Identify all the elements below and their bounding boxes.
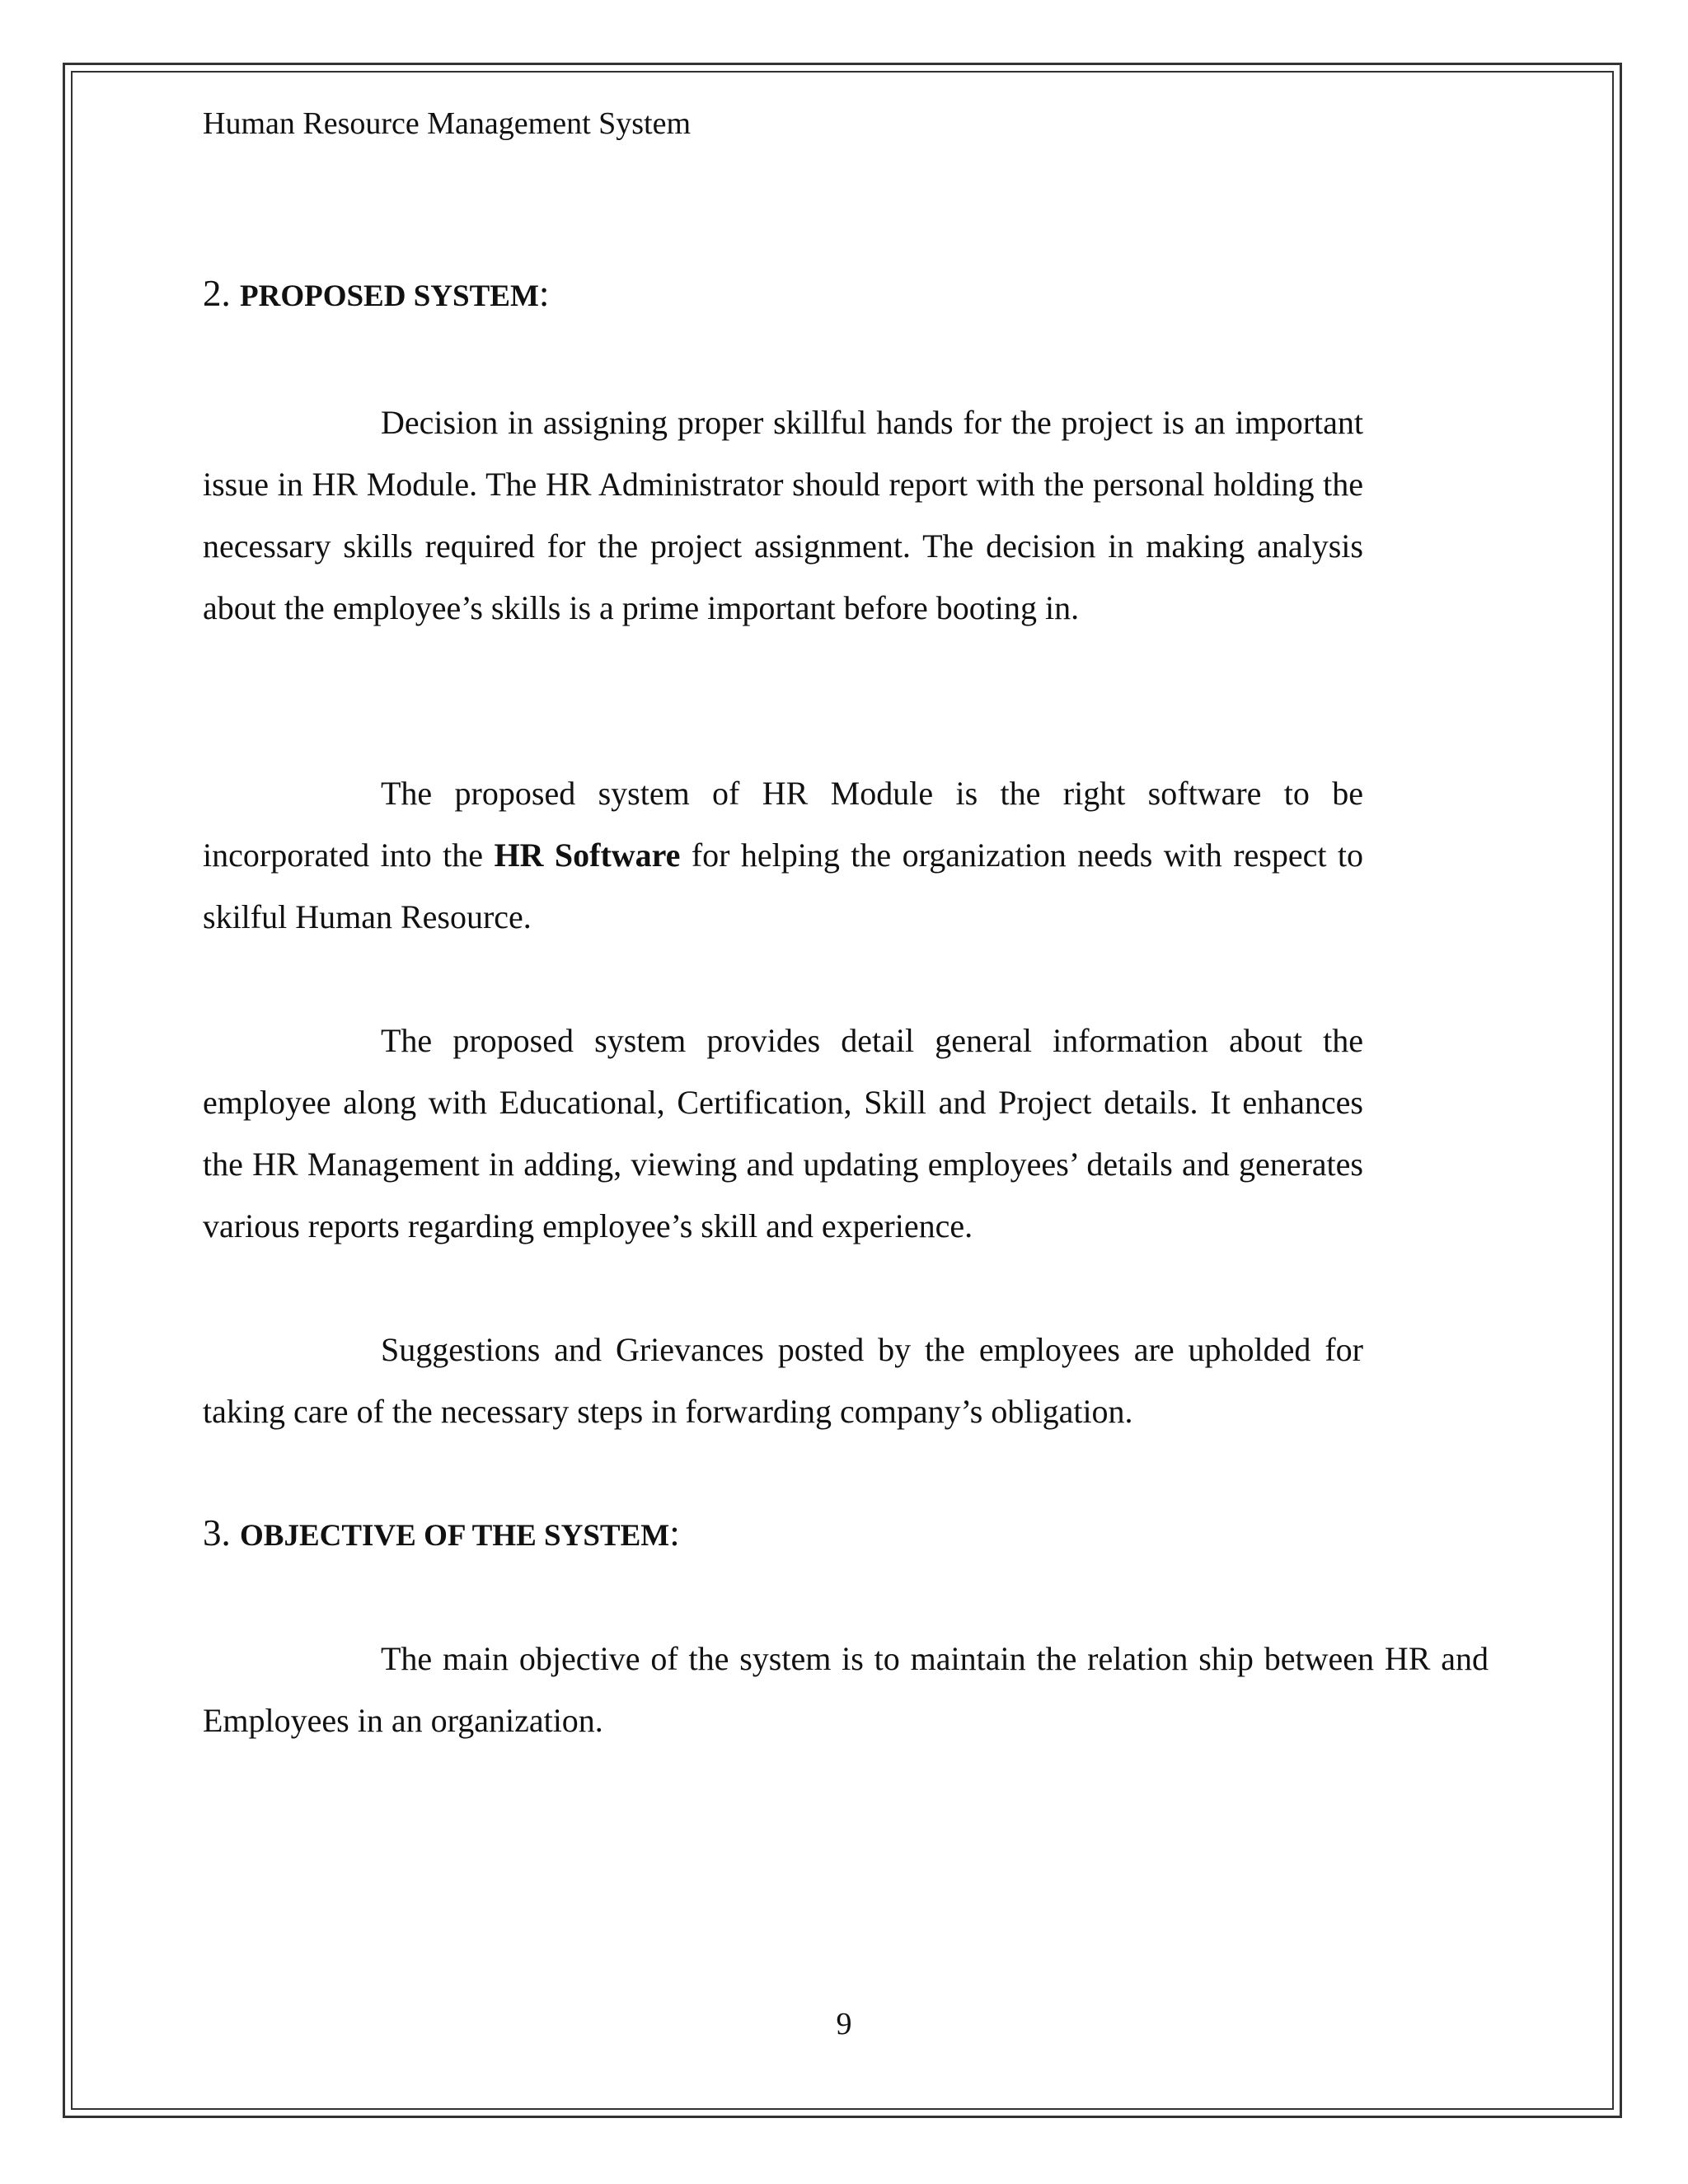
section-3-number: 3. (203, 1512, 231, 1554)
section-3-title: OBJECTIVE OF THE SYSTEM (240, 1519, 670, 1553)
section-3-heading (203, 1508, 680, 1561)
paragraph-objective: The main objective of the system is to maintain the relation ship between HR and Employees in an organization. (203, 1640, 1489, 1739)
paragraph-hr-module-before: The proposed system of HR Module is the right software to be incorporated into the (203, 775, 1363, 874)
section-2-number: 2. (203, 273, 231, 314)
running-header: Human Resource Management System (203, 106, 692, 141)
section-3-colon: : (669, 1512, 680, 1554)
paragraph-grievances: Suggestions and Grievances posted by the employees are upholded for taking care of the necessary steps in forwarding company’s obligation. (203, 1331, 1363, 1430)
page-number: 9 (836, 2007, 852, 2041)
section-2-title: PROPOSED SYSTEM (240, 279, 539, 313)
hr-software-emphasis: HR Software (494, 837, 681, 874)
section-2-colon: : (538, 273, 550, 314)
paragraph-hr-module (203, 762, 1363, 948)
paragraph-hr-module-after: for helping the organization needs with respect to skilful Human Resource. (203, 837, 1364, 935)
paragraph-decision: Decision in assigning proper skillful hands for the project is an important issue in HR Module. The HR Administrator should report with the personal holding the necessary skills required for the project assignment. The decision in making analysis about the employee’s skills is a prime important before booting in. (203, 404, 1363, 626)
paragraph-details: The proposed system provides detail general information about the employee along with Educational, Certification, Skill and Project details. It enhances the HR Management in adding, viewing and updating employees’ details and generates various reports regarding employee’s skill and experience. (203, 1022, 1363, 1244)
section-2-heading (203, 269, 549, 321)
